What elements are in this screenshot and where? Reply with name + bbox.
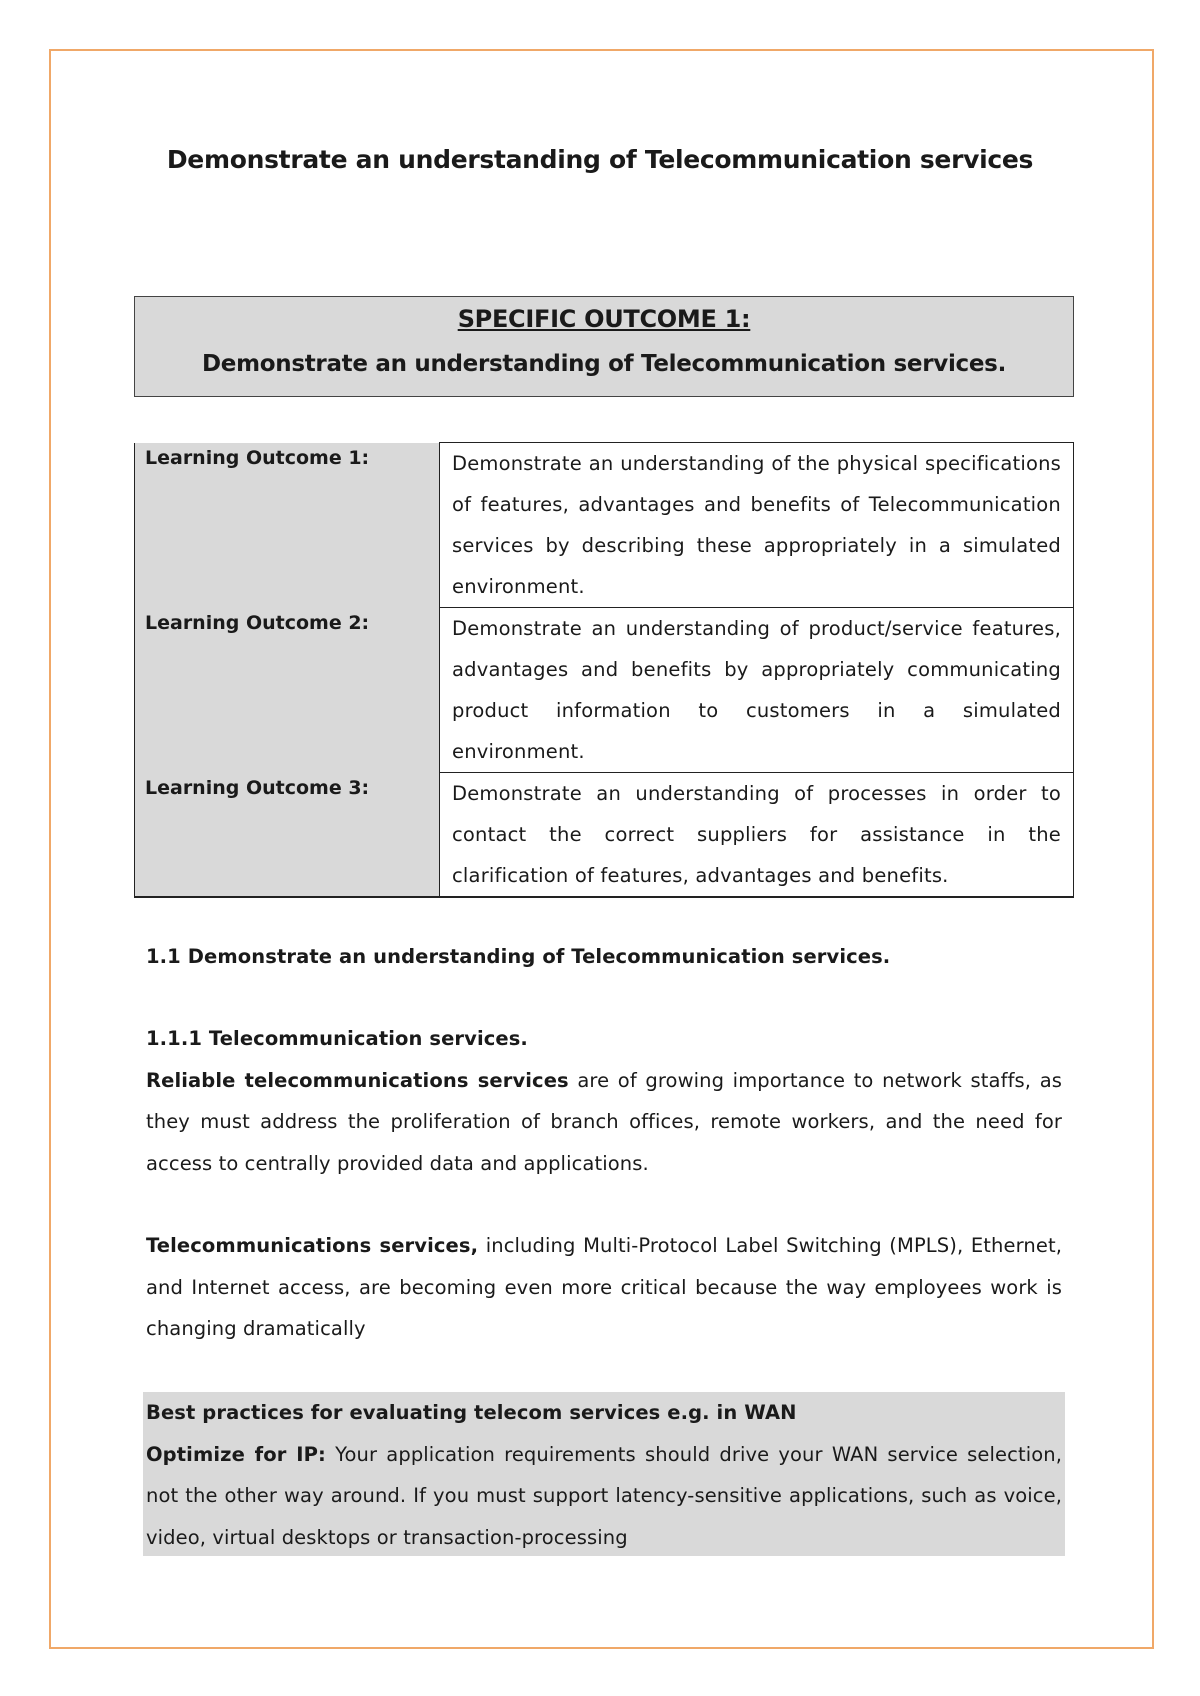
learning-outcome-text: Demonstrate an understanding of product/service features, advantages and benefits by appropriately communicating product information to customers in a simulated environment. [440,608,1074,773]
learning-outcome-text: Demonstrate an understanding of processes in order to contact the correct suppliers for assistance in the clarification of features, advantages and benefits. [440,773,1074,898]
learning-outcome-label: Learning Outcome 1: [135,443,440,608]
best-practices [146,1392,1062,1558]
paragraph [146,1060,1062,1185]
specific-outcome-heading: SPECIFIC OUTCOME 1: [457,305,751,333]
section-1-1-1 [146,1018,1062,1350]
specific-outcome-text: Demonstrate an understanding of Telecommunication services. [201,351,1007,377]
section-heading: 1.1 Demonstrate an understanding of Telecommunication services. [146,945,891,968]
learning-outcome-label: Learning Outcome 3: [135,773,440,898]
specific-outcome-box [134,296,1074,397]
learning-outcome-label: Learning Outcome 2: [135,608,440,773]
section-1-1 [146,936,1062,978]
paragraph-text: Your application requirements should drive your WAN service selection, not the other way around. If you must support latency-sensitive applications, such as voice, video, virtual desktops or transaction-processing [146,1442,1063,1549]
paragraph [146,1434,1062,1559]
paragraph [146,1225,1062,1350]
table-row [135,443,1074,608]
paragraph-text: including Multi-Protocol Label Switching (MPLS), Ethernet, and Internet access, are becoming even more critical because the way employees work is changing dramatically [146,1234,1062,1340]
bold-lead: Telecommunications services, [146,1234,479,1257]
table-row [135,608,1074,773]
section-heading: 1.1.1 Telecommunication services. [146,1027,528,1050]
best-practices-heading: Best practices for evaluating telecom services e.g. in WAN [146,1401,797,1424]
learning-outcomes-table [134,442,1074,898]
document-title: Demonstrate an understanding of Telecommunication services [166,145,1034,174]
bold-lead: Optimize for IP: [146,1442,326,1466]
learning-outcome-text: Demonstrate an understanding of the physical specifications of features, advantages and benefits of Telecommunication services by describing these appropriately in a simulated environment. [440,443,1074,608]
bold-lead: Reliable telecommunications services [146,1068,569,1092]
table-row [135,773,1074,898]
paragraph-text: are of growing importance to network staffs, as they must address the proliferation of branch offices, remote workers, and the need for access to centrally provided data and applications. [146,1068,1062,1175]
